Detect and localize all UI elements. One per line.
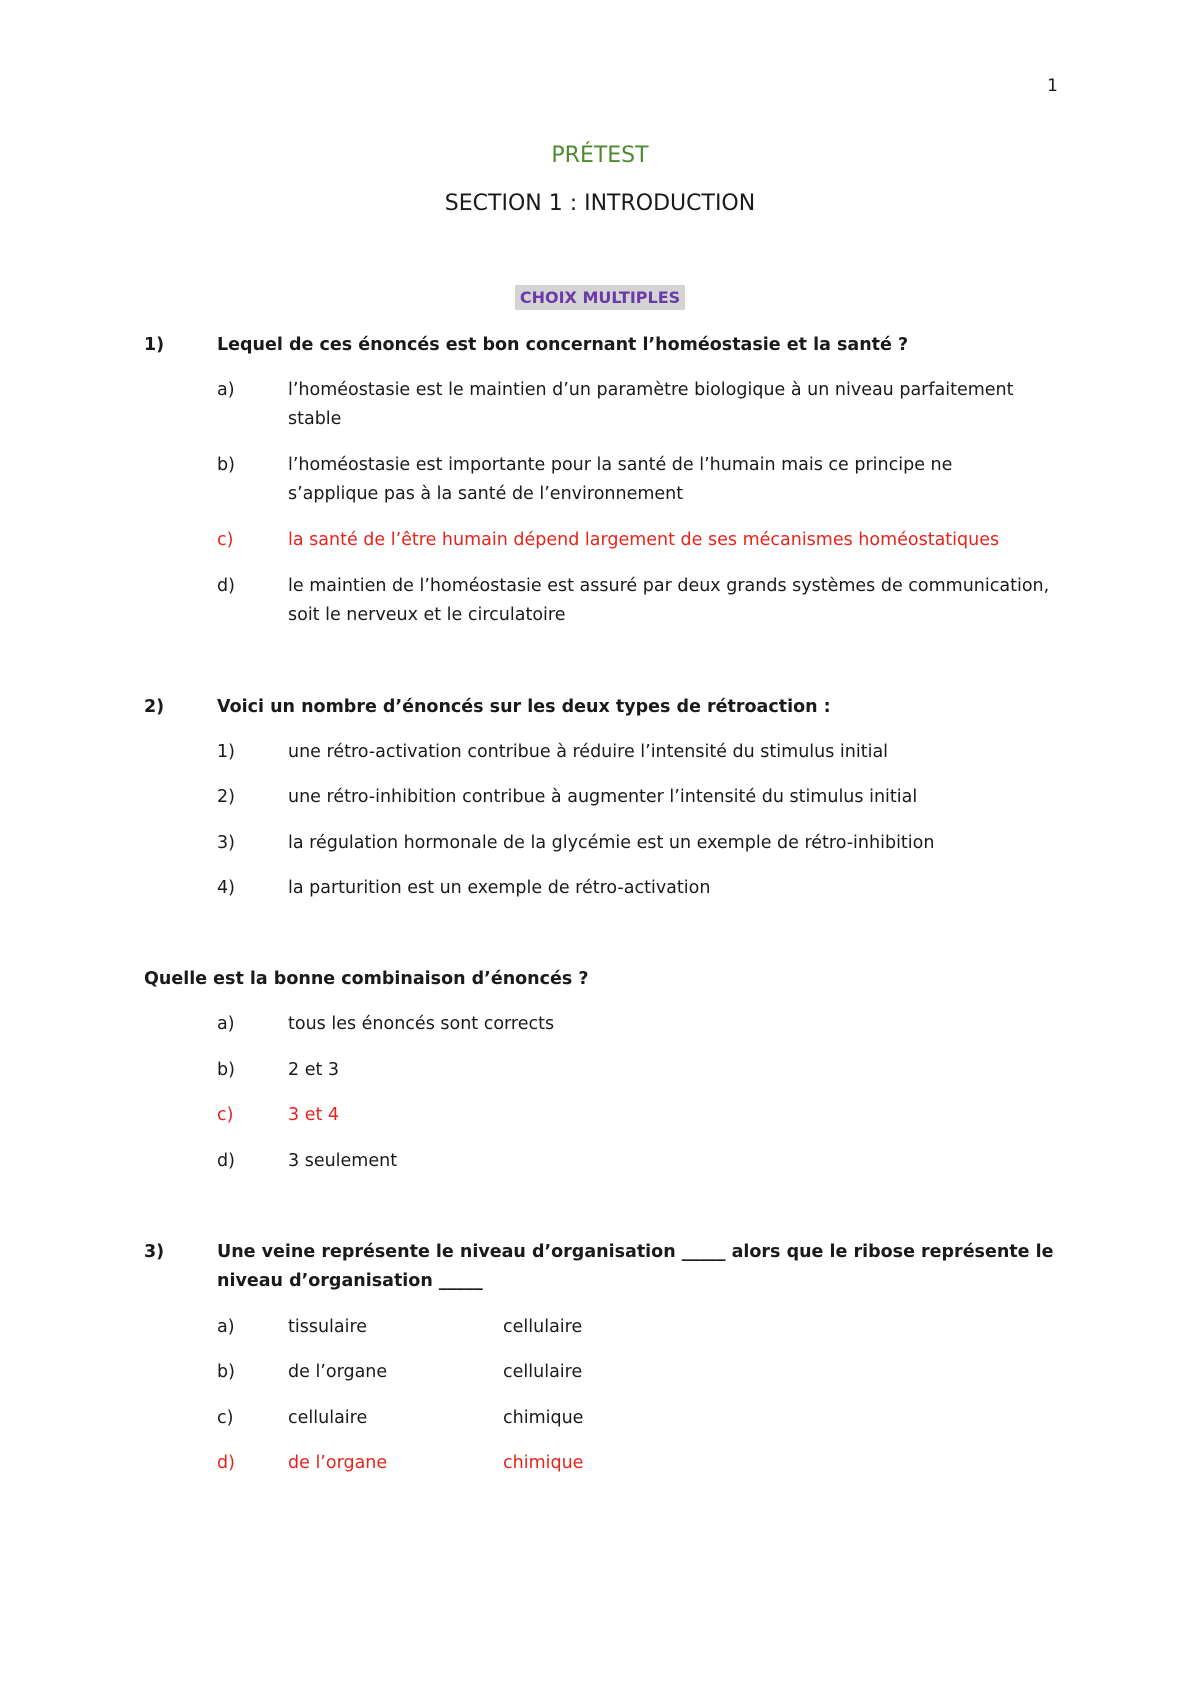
option-text: 3 et 4 [288,1105,340,1125]
page-number: 1 [1047,76,1058,96]
option-text: la santé de l’être humain dépend largement de ses mécanismes homéostatiques [288,530,1000,550]
option-label: b) [217,455,235,475]
question-text-continued: niveau d’organisation _____ [217,1271,483,1291]
question-text: Une veine représente le niveau d’organisation _____ alors que le ribose représente le [217,1242,1054,1262]
option-text-continued: soit le nerveux et le circulatoire [288,605,566,625]
option-text: tous les énoncés sont corrects [288,1014,555,1034]
statement-label: 2) [217,787,235,807]
question-text: Lequel de ces énoncés est bon concernant l’homéostasie et la santé ? [217,335,909,355]
statement-text: la régulation hormonale de la glycémie est un exemple de rétro-inhibition [288,833,935,853]
option-label: c) [217,1105,234,1125]
option-label: d) [217,1151,235,1171]
option-text: l’homéostasie est importante pour la santé de l’humain mais ce principe ne [288,455,953,475]
statement-label: 4) [217,878,235,898]
question-number: 3) [144,1242,165,1262]
page-title: PRÉTEST [551,143,649,168]
option-label: d) [217,576,235,596]
option-label: a) [217,380,235,400]
sub-question-text: Quelle est la bonne combinaison d’énoncés ? [144,969,589,989]
category-heading [0,285,1200,310]
option-text: le maintien de l’homéostasie est assuré par deux grands systèmes de communication, [288,576,1050,596]
option-col2: cellulaire [503,1317,583,1337]
option-label: c) [217,530,234,550]
statement-label: 3) [217,833,235,853]
statement-text: une rétro-inhibition contribue à augmenter l’intensité du stimulus initial [288,787,918,807]
statement-text: une rétro-activation contribue à réduire l’intensité du stimulus initial [288,742,889,762]
option-text: 3 seulement [288,1151,398,1171]
option-col1: de l’organe [288,1362,388,1382]
option-text-continued: stable [288,409,342,429]
option-label: a) [217,1014,235,1034]
option-label: b) [217,1060,235,1080]
category-label: CHOIX MULTIPLES [515,285,685,310]
section-title: SECTION 1 : INTRODUCTION [444,191,756,216]
option-label: d) [217,1453,235,1473]
option-label: a) [217,1317,235,1337]
option-col2: cellulaire [503,1362,583,1382]
statement-label: 1) [217,742,235,762]
question-text: Voici un nombre d’énoncés sur les deux types de rétroaction : [217,697,831,717]
option-col1: cellulaire [288,1408,368,1428]
option-label: c) [217,1408,234,1428]
option-text: 2 et 3 [288,1060,340,1080]
statement-text: la parturition est un exemple de rétro-activation [288,878,711,898]
option-col1: de l’organe [288,1453,388,1473]
question-number: 1) [144,335,165,355]
question-number: 2) [144,697,165,717]
option-label: b) [217,1362,235,1382]
option-col1: tissulaire [288,1317,368,1337]
option-col2: chimique [503,1453,584,1473]
option-text: l’homéostasie est le maintien d’un paramètre biologique à un niveau parfaitement [288,380,1014,400]
option-col2: chimique [503,1408,584,1428]
option-text-continued: s’applique pas à la santé de l’environnement [288,484,684,504]
